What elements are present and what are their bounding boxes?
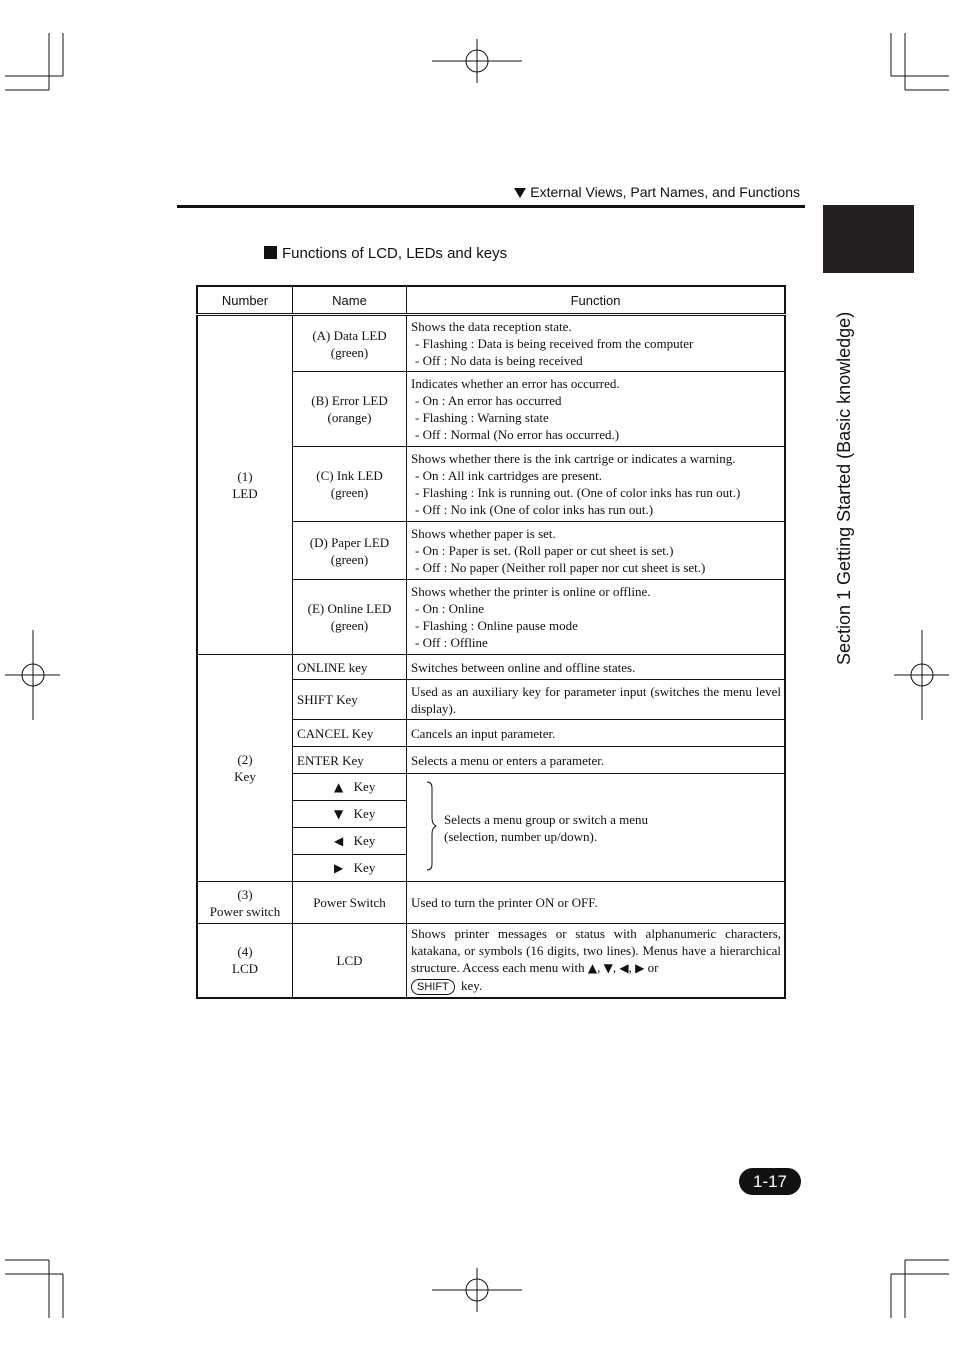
- arrow-up-icon: ▲: [334, 780, 344, 794]
- section-heading-text: Functions of LCD, LEDs and keys: [282, 245, 508, 262]
- name-cell: [293, 447, 407, 522]
- led-name: (B) Error LED: [311, 393, 388, 408]
- name-cell: CANCEL Key: [293, 720, 407, 747]
- function-line: - Off : Offline: [415, 635, 488, 650]
- name-cell: [293, 580, 407, 655]
- number-sublabel: LCD: [232, 961, 258, 977]
- key-label: Key: [353, 806, 376, 821]
- function-cell: Cancels an input parameter.: [407, 720, 786, 747]
- name-cell: [293, 372, 407, 447]
- brace-icon: [425, 780, 437, 872]
- lcd-function-text: Shows printer messages or status with alphanumeric characters, katakana, or symbols (16 digits, two lines). Menus have a hierarchical structure. Access each menu with ▲, ▼, ◀, ▶ or SHIFT key.: [411, 926, 781, 994]
- function-cell: [407, 680, 786, 720]
- function-line: - Flashing : Data is being received from the computer: [415, 336, 694, 351]
- number-label: (3): [237, 886, 253, 902]
- led-name: (E) Online LED: [307, 601, 392, 616]
- name-cell: Power Switch: [293, 882, 407, 924]
- table-row: [197, 882, 785, 924]
- column-header: Function: [407, 286, 786, 315]
- function-cell: [407, 580, 786, 655]
- arrow-function-text: [444, 811, 648, 845]
- function-cell: Selects a menu or enters a parameter.: [407, 747, 786, 774]
- function-line: Shows whether the printer is online or offline.: [411, 584, 651, 599]
- brace-group: [411, 776, 781, 880]
- section-tab: [823, 205, 914, 273]
- number-sublabel: Key: [234, 769, 256, 784]
- running-header: [514, 184, 800, 200]
- number-label: (1): [237, 469, 253, 484]
- key-label: Key: [353, 833, 376, 848]
- led-name: (A) Data LED: [312, 327, 387, 343]
- function-cell: [407, 924, 786, 998]
- led-color: (green): [330, 618, 369, 633]
- function-text: or: [647, 960, 659, 976]
- table-row: [197, 924, 785, 998]
- functions-table: [196, 285, 786, 999]
- square-bullet-icon: [264, 246, 277, 259]
- number-cell-led: [197, 315, 293, 655]
- name-cell: ONLINE key: [293, 655, 407, 680]
- page-number: 1-17: [739, 1168, 801, 1195]
- led-color: (green): [330, 551, 369, 567]
- led-color: (orange): [327, 410, 372, 425]
- function-line: Shows whether there is the ink cartrige or indicates a warning.: [411, 451, 736, 466]
- function-line: - Off : No data is being received: [415, 353, 583, 368]
- number-label: (2): [237, 752, 253, 767]
- header-rule: [177, 205, 805, 208]
- function-line: - On : All ink cartridges are present.: [415, 468, 602, 483]
- triangle-down-icon: [514, 188, 526, 198]
- number-cell-key: [197, 655, 293, 882]
- function-cell: [407, 522, 786, 580]
- function-line: (selection, number up/down).: [444, 828, 598, 844]
- arrow-right-icon: ▶: [635, 961, 645, 976]
- running-header-text: External Views, Part Names, and Functions: [530, 184, 800, 200]
- number-sublabel: LED: [232, 486, 258, 501]
- led-name: (C) Ink LED: [316, 468, 383, 483]
- arrow-right-icon: ▶: [334, 861, 344, 875]
- section-side-label: Section 1 Getting Started (Basic knowledge): [834, 311, 854, 665]
- function-cell-arrows: [407, 774, 786, 882]
- function-line: - Off : Normal (No error has occurred.): [415, 427, 620, 442]
- function-line: - On : An error has occurred: [415, 393, 562, 408]
- name-cell: [293, 855, 407, 882]
- led-color: (green): [330, 344, 369, 360]
- function-line: Indicates whether an error has occurred.: [411, 376, 620, 391]
- function-line: - Flashing : Warning state: [415, 410, 549, 425]
- function-cell: [407, 447, 786, 522]
- arrow-left-icon: ◀: [619, 961, 629, 976]
- number-cell-lcd: [197, 924, 293, 998]
- table-header-row: [197, 286, 785, 315]
- name-cell: [293, 522, 407, 580]
- function-cell: Used to turn the printer ON or OFF.: [407, 882, 786, 924]
- arrow-down-icon: ▼: [603, 961, 613, 976]
- arrow-up-icon: ▲: [587, 961, 598, 976]
- function-cell: [407, 372, 786, 447]
- function-line: - On : Paper is set. (Roll paper or cut sheet is set.): [415, 543, 674, 558]
- name-cell: [293, 828, 407, 855]
- key-label: Key: [353, 779, 376, 794]
- name-cell: SHIFT Key: [293, 680, 407, 720]
- arrow-left-icon: ◀: [334, 834, 344, 848]
- function-cell: Switches between online and offline states.: [407, 655, 786, 680]
- function-line: - Flashing : Online pause mode: [415, 618, 578, 633]
- function-line: Shows whether paper is set.: [411, 526, 556, 541]
- function-line: Selects a menu group or switch a menu: [444, 811, 648, 827]
- name-cell: ENTER Key: [293, 747, 407, 774]
- function-line: - Off : No ink (One of color inks has run out.): [415, 502, 654, 517]
- function-cell: [407, 315, 786, 372]
- column-header: Name: [293, 286, 407, 315]
- led-color: (green): [330, 485, 369, 500]
- arrow-down-icon: ▼: [334, 807, 344, 821]
- function-line: - Flashing : Ink is running out. (One of color inks has run out.): [415, 485, 741, 500]
- name-cell: [293, 315, 407, 372]
- function-text: Used as an auxiliary key for parameter input (switches the menu level display).: [411, 683, 781, 716]
- number-sublabel: Power switch: [209, 903, 281, 919]
- name-cell: LCD: [293, 924, 407, 998]
- table-row: [197, 315, 785, 372]
- function-line: - Off : No paper (Neither roll paper nor cut sheet is set.): [415, 560, 706, 575]
- function-text: Shows printer messages or status with alphanumeric characters, katakana, or symbols (16 digits, two lines). Menus have a hierarchical structure. Access each menu with: [411, 926, 781, 976]
- section-heading: [264, 245, 507, 262]
- number-cell-power: [197, 882, 293, 924]
- number-label: (4): [237, 944, 253, 960]
- name-cell: [293, 801, 407, 828]
- shift-key-icon: SHIFT: [411, 979, 455, 995]
- function-text: key.: [461, 978, 483, 994]
- name-cell: [293, 774, 407, 801]
- function-line: Shows the data reception state.: [411, 319, 572, 334]
- column-header: Number: [197, 286, 293, 315]
- table-row: [197, 655, 785, 680]
- function-line: - On : Online: [415, 601, 484, 616]
- led-name: (D) Paper LED: [309, 534, 390, 550]
- key-label: Key: [353, 860, 376, 875]
